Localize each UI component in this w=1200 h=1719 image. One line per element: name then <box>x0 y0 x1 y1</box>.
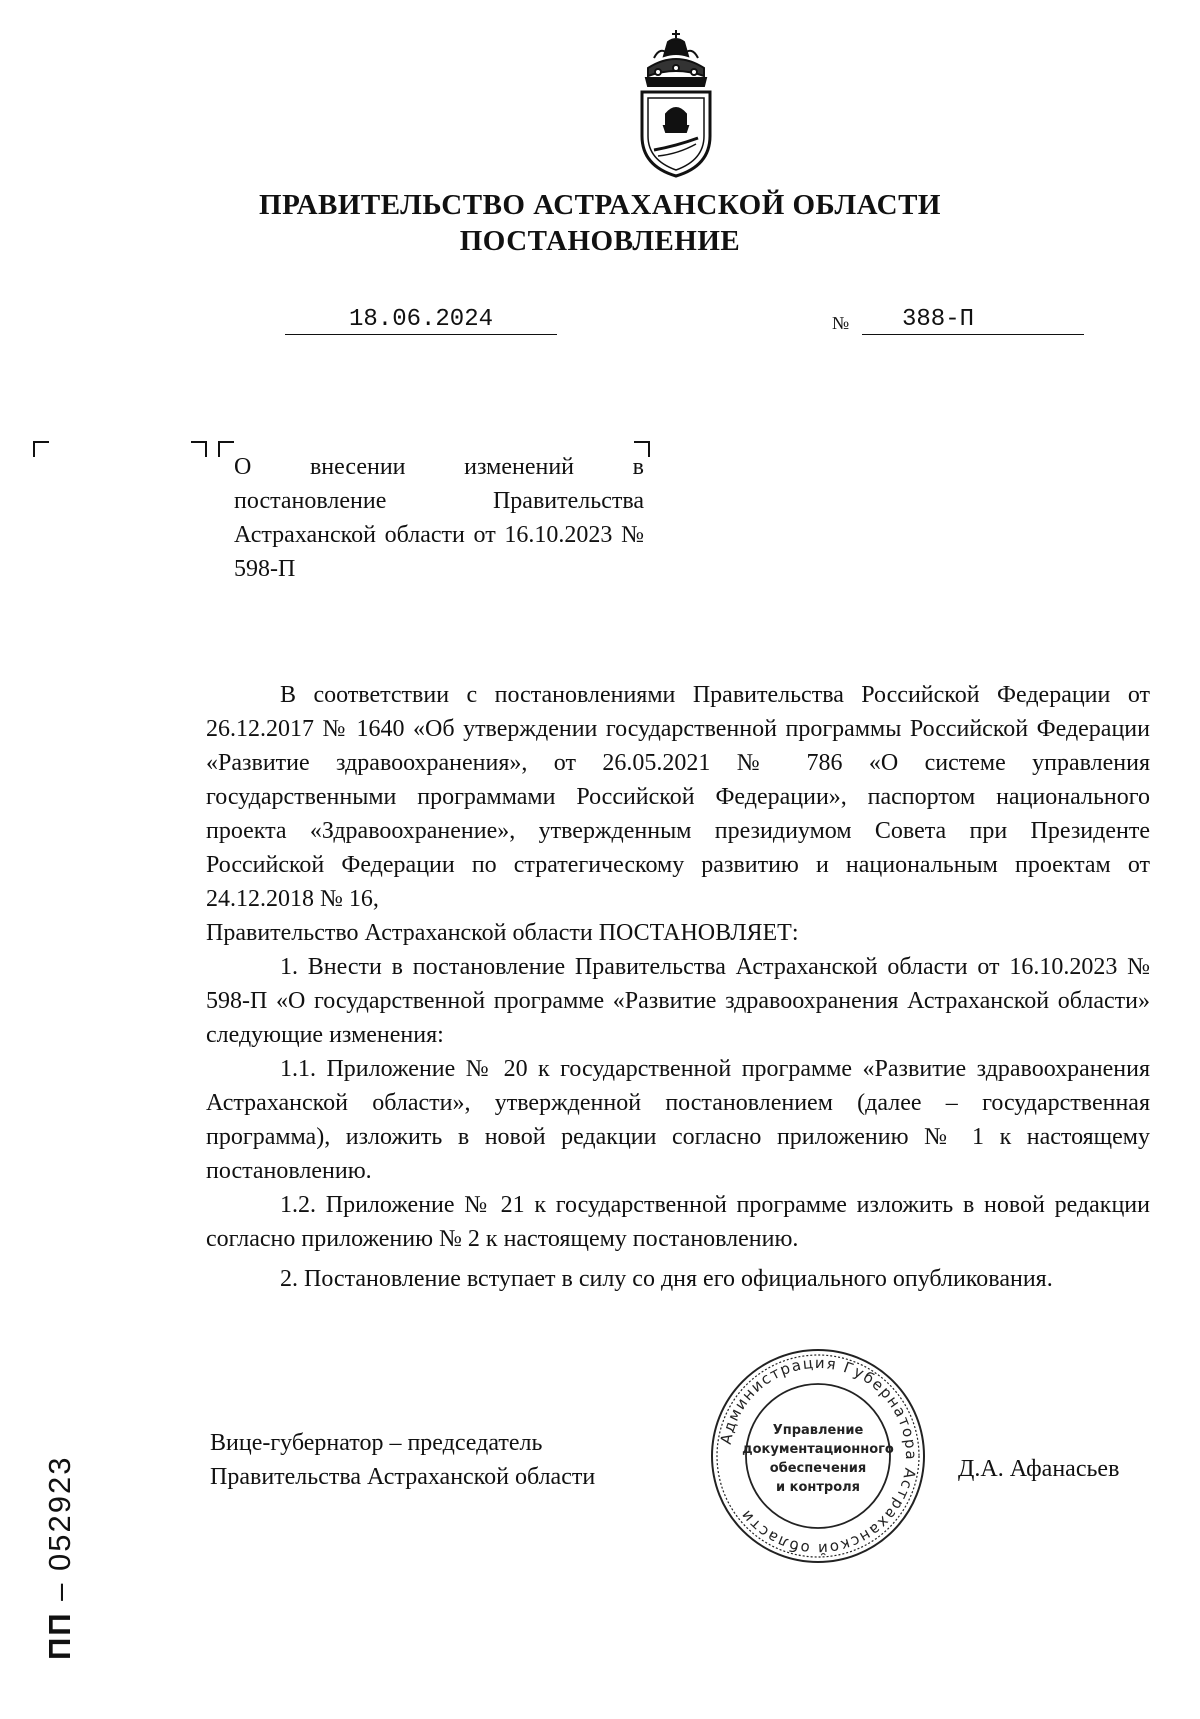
seal-outer-text: Администрация Губернатора Астраханской области <box>716 1353 921 1559</box>
coat-of-arms-emblem <box>628 28 724 180</box>
signer-name: Д.А. Афанасьев <box>958 1456 1120 1482</box>
item-1-paragraph: 1. Внести в постановление Правительства Астраханской области от 16.10.2023 № 598-П «О государственной программе «Развитие здравоохранения Астраханской области» следующие изменения: <box>206 954 1150 1048</box>
document-number-field <box>862 306 1084 335</box>
corner-mark-subject-start <box>218 441 234 457</box>
item-1-1-paragraph: 1.1. Приложение № 20 к государственной программе «Развитие здравоохранения Астраханской области», утвержденной постановлением (далее – государственная программа), изложить в новой редакции согласно приложению № 1 к настоящему постановлению. <box>206 1056 1150 1184</box>
document-type-title: ПОСТАНОВЛЕНИЕ <box>459 225 741 257</box>
seal-inner-line-1: Управление <box>772 1423 864 1438</box>
seal-inner-line-3: обеспечения <box>769 1461 867 1476</box>
number-sign: № <box>832 313 850 333</box>
side-serial-value: – 052923 <box>42 1455 77 1601</box>
seal-inner-line-4: и контроля <box>775 1480 861 1495</box>
document-date: 18.06.2024 <box>285 306 557 335</box>
corner-mark-left <box>33 441 49 457</box>
document-body <box>206 678 1150 1296</box>
side-serial-number <box>40 1400 80 1660</box>
item-1-2-paragraph: 1.2. Приложение № 21 к государственной программе изложить в новой редакции согласно приложению № 2 к настоящему постановлению. <box>206 1192 1150 1252</box>
corner-mark-left-end <box>191 441 207 457</box>
official-seal-stamp <box>708 1346 928 1566</box>
item-2-paragraph: 2. Постановление вступает в силу со дня его официального опубликования. <box>280 1266 1053 1292</box>
signer-position-line-2: Правительства Астраханской области <box>210 1464 596 1490</box>
preamble-paragraph: В соответствии с постановлениями Правительства Российской Федерации от 26.12.2017 № 1640 «Об утверждении государственной программы Российской Федерации «Развитие здравоохранения», от 26.05.2021 № 786 «О системе управления государственными программами Российской Федерации», паспортом национального проекта «Здравоохранение», утвержденным президиумом Совета при Президенте Российской Федерации по стратегическому развитию и национальным проектам от 24.12.2018 № 16, <box>206 682 1150 912</box>
decree-line: Правительство Астраханской области ПОСТАНОВЛЯЕТ: <box>206 920 799 946</box>
organization-title: ПРАВИТЕЛЬСТВО АСТРАХАНСКОЙ ОБЛАСТИ <box>259 189 941 221</box>
signer-position <box>210 1426 670 1494</box>
document-number: 388-П <box>902 306 975 333</box>
document-subject: О внесении изменений в постановление Правительства Астраханской области от 16.10.2023 № 598-П <box>234 454 644 582</box>
seal-inner-line-2: документационного <box>742 1442 894 1457</box>
signer-position-line-1: Вице-губернатор – председатель <box>210 1430 543 1456</box>
side-serial-prefix: ПП <box>42 1611 77 1660</box>
